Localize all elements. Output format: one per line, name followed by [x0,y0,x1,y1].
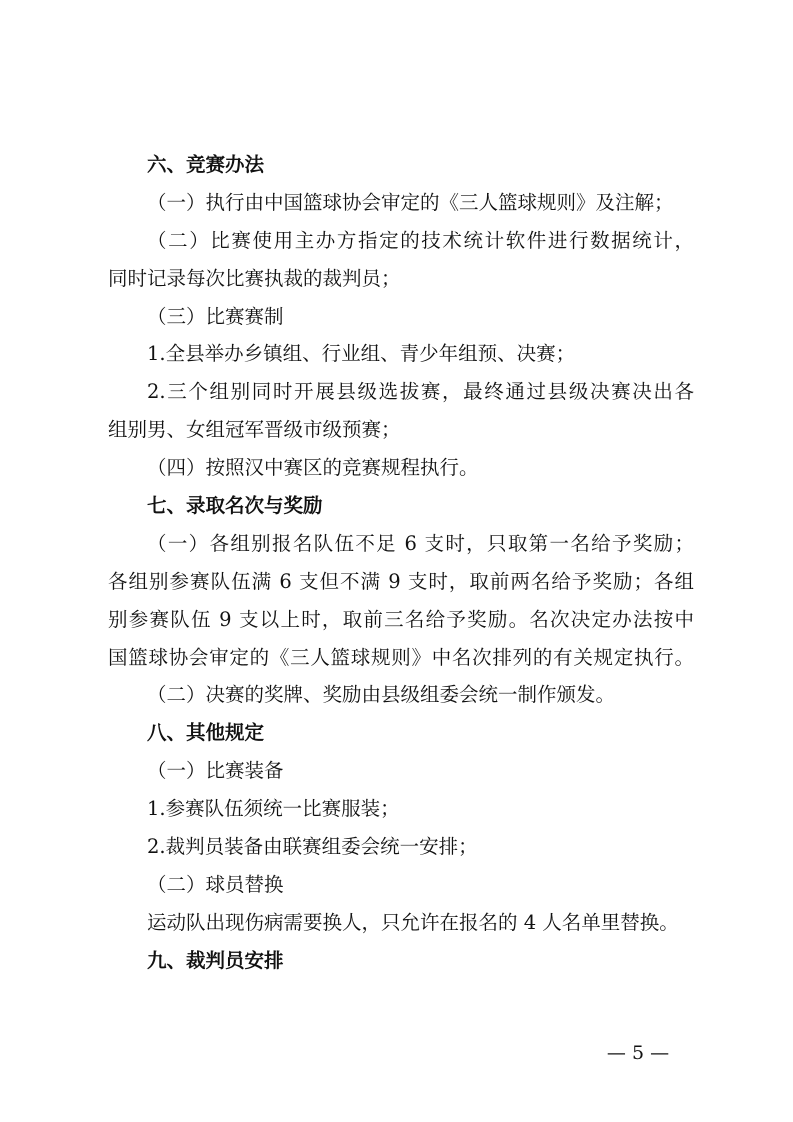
paragraph-line: （三）比赛赛制 [147,304,284,328]
paragraph-line: 各组别参赛队伍满 6 支但不满 9 支时，取前两名给予奖励；各组 [108,569,694,593]
paragraph-line: （一）各组别报名队伍不足 6 支时，只取第一名给予奖励； [147,531,694,555]
paragraph-line: 2.三个组别同时开展县级选拔赛，最终通过县级决赛决出各 [147,380,694,404]
paragraph-line: （一）比赛装备 [147,759,284,783]
section-heading: 七、录取名次与奖励 [147,494,323,518]
paragraph-line: 2.裁判员装备由联赛组委会统一安排； [147,835,478,859]
section-heading: 八、其他规定 [147,721,265,745]
paragraph-line: （二）比赛使用主办方指定的技术统计软件进行数据统计， [147,228,694,252]
paragraph-line: （一）执行由中国篮球协会审定的《三人篮球规则》及注解； [147,190,674,214]
paragraph-line: 同时记录每次比赛执裁的裁判员； [108,266,401,290]
paragraph-line: 组别男、女组冠军晋级市级预赛； [108,418,401,442]
section-heading: 九、裁判员安排 [147,948,284,972]
paragraph-line: （二）决赛的奖牌、奖励由县级组委会统一制作颁发。 [147,683,616,707]
section-heading: 六、竞赛办法 [147,153,265,176]
paragraph-line: 1.参赛队伍须统一比赛服装； [147,797,400,821]
page-number: — 5 — [606,1042,670,1064]
document-body [108,146,694,980]
paragraph-line: 运动队出现伤病需要换人，只允许在报名的 4 人名单里替换。 [147,910,679,934]
paragraph-line: （二）球员替换 [147,872,284,896]
paragraph-line: 1.全县举办乡镇组、行业组、青少年组预、决赛； [147,342,576,366]
paragraph-line: （四）按照汉中赛区的竞赛规程执行。 [147,456,479,480]
paragraph-line: 国篮球协会审定的《三人篮球规则》中名次排列的有关规定执行。 [108,645,694,669]
paragraph-line: 别参赛队伍 9 支以上时，取前三名给予奖励。名次决定办法按中 [108,607,694,631]
